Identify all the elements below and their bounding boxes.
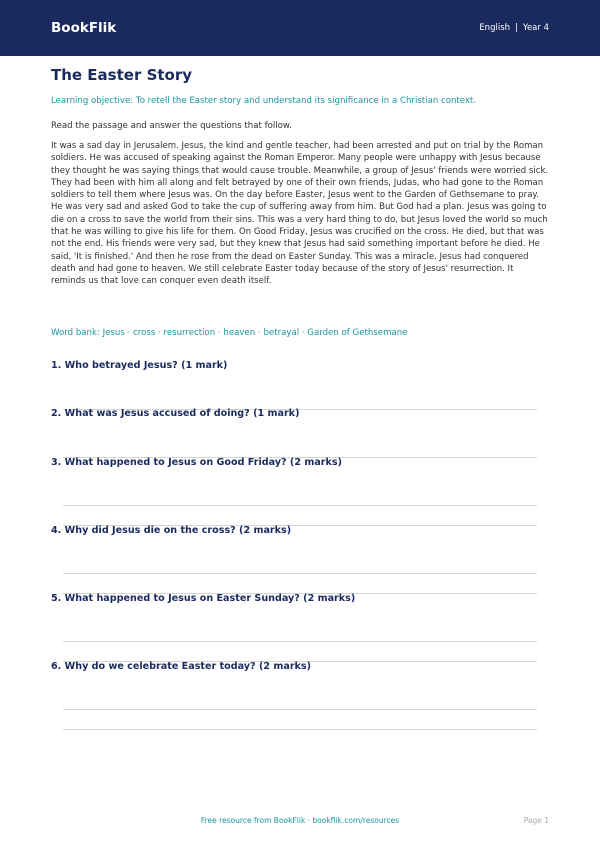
- page-title: The Easter Story: [51, 66, 193, 84]
- answer-line[interactable]: [63, 709, 537, 710]
- answer-line[interactable]: [63, 505, 537, 506]
- page-number: Page 1: [523, 816, 549, 825]
- answer-line[interactable]: [63, 641, 537, 642]
- answer-line[interactable]: [63, 729, 537, 730]
- question-1: 1. Who betrayed Jesus? (1 mark): [51, 360, 228, 371]
- learning-objective: Learning objective: To retell the Easter story and understand its significance in a Christian context.: [51, 96, 477, 106]
- year-label: Year 4: [522, 23, 549, 33]
- word-bank: Word bank: Jesus · cross · resurrection · heaven · betrayal · Garden of Gethsemane: [51, 328, 408, 338]
- question-6: 6. Why do we celebrate Easter today? (2 marks): [51, 661, 312, 672]
- brand-logo[interactable]: BookFlik: [51, 20, 117, 36]
- page-header: [0, 0, 600, 56]
- header-meta: [479, 23, 549, 33]
- reading-passage: It was a sad day in Jerusalem. Jesus, the kind and gentle teacher, had been arrested and put on trial by the Roman soldiers. He was accused of speaking against the Roman Emperor. Many people were unhappy with Jesus because they thought he was saying things that would cause trouble. Meanwhile, a group of Jesus' friends were worried sick. They had been with him all along and felt betrayed by one of their own friends, Judas, who had gone to the Roman soldiers to tell them where Jesus was. On the day before Easter, Jesus went to the Garden of Gethsemane to pray. He was very sad and asked God to take the cup of suffering away from him. But God had a plan. Jesus was going to die on a cross to save the world from their sins. This was a very hard thing to do, but Jesus loved the world so much that he was willing to give his life for them. On Good Friday, Jesus was crucified on the cross. He died, but that was not the end. His friends were very sad, but they knew that Jesus had said something important before he died. He said, 'It is finished.' And then he rose from the dead on Easter Sunday. This was a miracle. Jesus had conquered death and had gone to heaven. We still celebrate Easter today because of the story of Jesus' resurrection. It reminds us that love can conquer even death itself.: [51, 141, 549, 287]
- question-3: 3. What happened to Jesus on Good Friday? (2 marks): [51, 457, 343, 468]
- instruction-text: Read the passage and answer the questions that follow.: [51, 121, 292, 131]
- question-5: 5. What happened to Jesus on Easter Sunday? (2 marks): [51, 593, 356, 604]
- question-4: 4. Why did Jesus die on the cross? (2 marks): [51, 525, 292, 536]
- question-2: 2. What was Jesus accused of doing? (1 mark): [51, 408, 300, 419]
- answer-line[interactable]: [63, 573, 537, 574]
- footer-text[interactable]: Free resource from BookFlik · bookflik.com/resources: [200, 816, 400, 825]
- subject-label: English: [479, 23, 511, 33]
- header-separator: |: [515, 23, 518, 33]
